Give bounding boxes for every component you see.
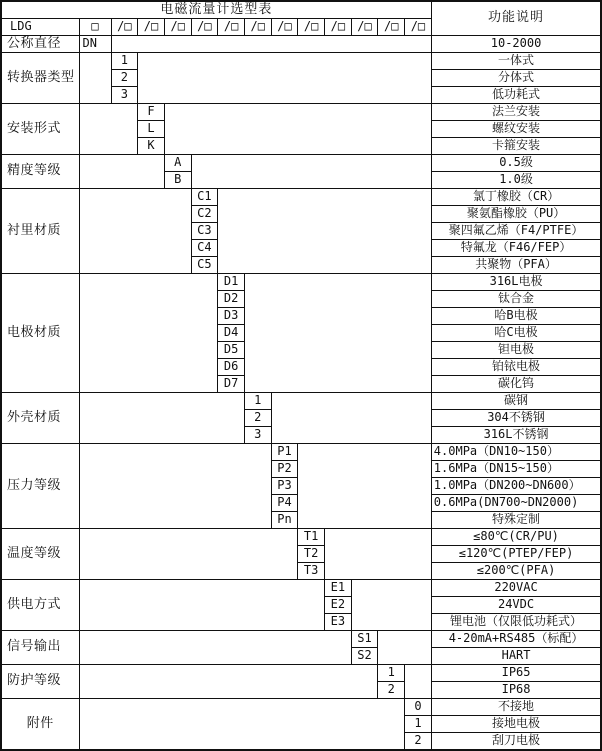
option-code: D3 xyxy=(218,308,245,325)
option-description: ≤120℃(PTEP/FEP) xyxy=(431,546,601,563)
option-description: 钛合金 xyxy=(431,291,601,308)
model-code-slot: /□ xyxy=(378,19,405,36)
spacer-cell xyxy=(218,189,432,274)
spacer-cell xyxy=(79,529,298,580)
spacer-cell xyxy=(191,155,431,189)
category-label: 供电方式 xyxy=(1,580,79,631)
option-description: 304不锈钢 xyxy=(431,410,601,427)
model-code-slot: /□ xyxy=(191,19,218,36)
table-row xyxy=(1,36,601,53)
option-code: D7 xyxy=(218,376,245,393)
option-description: 特殊定制 xyxy=(431,512,601,529)
option-description: 哈C电极 xyxy=(431,325,601,342)
option-description: 0.6MPa(DN700~DN2000) xyxy=(431,495,601,512)
option-code: L xyxy=(138,121,165,138)
spacer-cell xyxy=(405,665,432,699)
option-code: F xyxy=(138,104,165,121)
option-code: 1 xyxy=(244,393,271,410)
option-description: 螺纹安装 xyxy=(431,121,601,138)
option-code: T2 xyxy=(298,546,325,563)
option-code: D6 xyxy=(218,359,245,376)
option-description: ≤80℃(CR/PU) xyxy=(431,529,601,546)
option-description: ≤200℃(PFA) xyxy=(431,563,601,580)
option-description: 铂铱电极 xyxy=(431,359,601,376)
spacer-cell xyxy=(79,274,218,393)
option-description: 分体式 xyxy=(431,70,601,87)
option-description: 聚氨酯橡胶（PU） xyxy=(431,206,601,223)
option-code: DN xyxy=(79,36,111,53)
table-row xyxy=(1,580,601,597)
model-code-slot: /□ xyxy=(138,19,165,36)
spacer-cell xyxy=(79,155,164,189)
option-code: Pn xyxy=(271,512,298,529)
option-description: 4.0MPa（DN10~150） xyxy=(431,444,601,461)
option-description: 316L电极 xyxy=(431,274,601,291)
model-code-slot: /□ xyxy=(111,19,138,36)
option-code: T3 xyxy=(298,563,325,580)
option-description: 钽电极 xyxy=(431,342,601,359)
option-code: T1 xyxy=(298,529,325,546)
option-description: 接地电极 xyxy=(431,716,601,733)
category-label: 信号输出 xyxy=(1,631,79,665)
option-description: 法兰安装 xyxy=(431,104,601,121)
model-code-slot: /□ xyxy=(405,19,432,36)
table-row xyxy=(1,104,601,121)
option-code: A xyxy=(164,155,191,172)
option-code: C2 xyxy=(191,206,218,223)
table-row xyxy=(1,444,601,461)
option-description: IP65 xyxy=(431,665,601,682)
category-label: 精度等级 xyxy=(1,155,79,189)
spacer-cell xyxy=(79,631,351,665)
option-description: 低功耗式 xyxy=(431,87,601,104)
model-code-slot: /□ xyxy=(244,19,271,36)
table-row xyxy=(1,631,601,648)
spacer-cell xyxy=(351,580,431,631)
spacer-cell xyxy=(79,444,271,529)
option-code: B xyxy=(164,172,191,189)
spacer-cell xyxy=(298,444,431,529)
option-description: 锂电池（仅限低功耗式） xyxy=(431,614,601,631)
option-description: 特氟龙（F46/FEP） xyxy=(431,240,601,257)
model-code-box: □ xyxy=(79,19,111,36)
option-description: 卡箍安装 xyxy=(431,138,601,155)
option-description: 不接地 xyxy=(431,699,601,716)
option-code: 1 xyxy=(378,665,405,682)
table-row xyxy=(1,529,601,546)
option-code: K xyxy=(138,138,165,155)
category-label: 压力等级 xyxy=(1,444,79,529)
option-description: HART xyxy=(431,648,601,665)
option-code: E3 xyxy=(325,614,352,631)
option-code: D1 xyxy=(218,274,245,291)
spacer-cell xyxy=(79,699,405,751)
category-label: 安装形式 xyxy=(1,104,79,155)
option-code: C1 xyxy=(191,189,218,206)
spacer-cell xyxy=(244,274,431,393)
function-column-header: 功能说明 xyxy=(431,1,601,36)
option-description: 1.0MPa（DN200~DN600） xyxy=(431,478,601,495)
spacer-cell xyxy=(79,189,191,274)
model-code-slot: /□ xyxy=(325,19,352,36)
option-code: 3 xyxy=(244,427,271,444)
category-label: 公称直径 xyxy=(1,36,79,53)
option-code: P1 xyxy=(271,444,298,461)
table-title: 电磁流量计选型表 xyxy=(1,1,431,19)
spacer-cell xyxy=(164,104,431,155)
option-code: C5 xyxy=(191,257,218,274)
option-code: 1 xyxy=(111,53,138,70)
option-code: 2 xyxy=(378,682,405,699)
option-code: D5 xyxy=(218,342,245,359)
option-description: 0.5级 xyxy=(431,155,601,172)
option-description: 1.0级 xyxy=(431,172,601,189)
option-description: 4-20mA+RS485（标配） xyxy=(431,631,601,648)
option-description: 共聚物（PFA） xyxy=(431,257,601,274)
option-code: 3 xyxy=(111,87,138,104)
spacer-cell xyxy=(79,580,325,631)
option-code: 2 xyxy=(405,733,432,751)
option-code: D2 xyxy=(218,291,245,308)
table-row xyxy=(1,53,601,70)
option-code: 1 xyxy=(405,716,432,733)
option-code: E2 xyxy=(325,597,352,614)
spacer-cell xyxy=(79,393,244,444)
option-description: IP68 xyxy=(431,682,601,699)
table-row xyxy=(1,189,601,206)
model-prefix: LDG xyxy=(1,19,79,36)
table-row xyxy=(1,274,601,291)
option-description: 碳化钨 xyxy=(431,376,601,393)
title-row xyxy=(1,1,601,19)
option-code: 0 xyxy=(405,699,432,716)
model-code-slot: /□ xyxy=(271,19,298,36)
spacer-cell xyxy=(79,104,138,155)
category-label: 附件 xyxy=(1,699,79,751)
option-code: E1 xyxy=(325,580,352,597)
category-label: 转换器类型 xyxy=(1,53,79,104)
spacer-cell xyxy=(111,36,431,53)
category-label: 温度等级 xyxy=(1,529,79,580)
option-code: S2 xyxy=(351,648,378,665)
category-label: 外壳材质 xyxy=(1,393,79,444)
option-description: 刮刀电极 xyxy=(431,733,601,751)
option-code: C3 xyxy=(191,223,218,240)
option-code: P4 xyxy=(271,495,298,512)
spacer-cell xyxy=(79,53,111,104)
option-description: 一体式 xyxy=(431,53,601,70)
model-code-slot: /□ xyxy=(298,19,325,36)
option-description: 聚四氟乙烯（F4/PTFE） xyxy=(431,223,601,240)
model-code-slot: /□ xyxy=(164,19,191,36)
spacer-cell xyxy=(79,665,378,699)
option-description: 1.6MPa（DN15~150） xyxy=(431,461,601,478)
model-code-slot: /□ xyxy=(351,19,378,36)
category-label: 防护等级 xyxy=(1,665,79,699)
spacer-cell xyxy=(325,529,432,580)
option-description: 10-2000 xyxy=(431,36,601,53)
table-row xyxy=(1,155,601,172)
option-code: D4 xyxy=(218,325,245,342)
option-description: 220VAC xyxy=(431,580,601,597)
table-row xyxy=(1,665,601,682)
category-label: 电极材质 xyxy=(1,274,79,393)
option-code: P2 xyxy=(271,461,298,478)
category-label: 衬里材质 xyxy=(1,189,79,274)
option-code: P3 xyxy=(271,478,298,495)
table-row xyxy=(1,699,601,716)
spacer-cell xyxy=(138,53,432,104)
option-description: 哈B电极 xyxy=(431,308,601,325)
spacer-cell xyxy=(378,631,431,665)
model-code-slot: /□ xyxy=(218,19,245,36)
option-code: S1 xyxy=(351,631,378,648)
option-description: 24VDC xyxy=(431,597,601,614)
option-code: C4 xyxy=(191,240,218,257)
option-description: 碳钢 xyxy=(431,393,601,410)
table-row xyxy=(1,393,601,410)
option-code: 2 xyxy=(111,70,138,87)
option-code: 2 xyxy=(244,410,271,427)
option-description: 氯丁橡胶（CR） xyxy=(431,189,601,206)
option-description: 316L不锈钢 xyxy=(431,427,601,444)
spacer-cell xyxy=(271,393,431,444)
